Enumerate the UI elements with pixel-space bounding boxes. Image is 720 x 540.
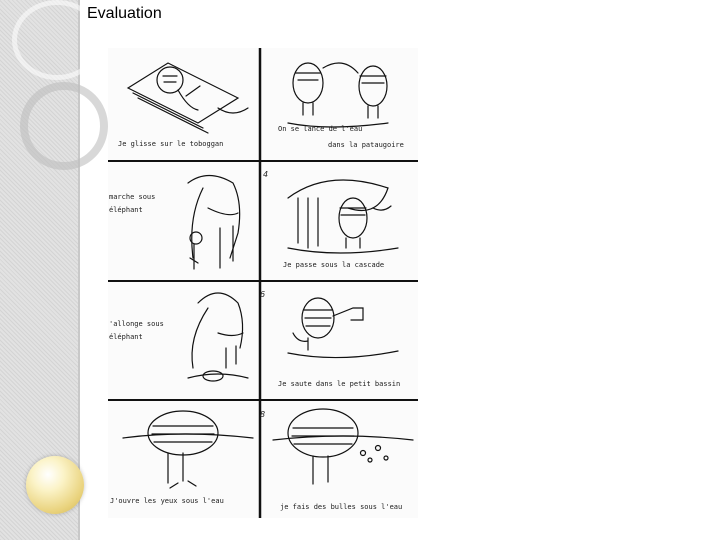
panel-5-caption-line1: 'allonge sous: [109, 320, 164, 328]
panel-6-number: 6: [260, 290, 266, 299]
panel-3-sketch: [188, 176, 240, 270]
panel-4-caption: Je passe sous la cascade: [283, 261, 385, 269]
worksheet-drawing: [108, 48, 418, 518]
panel-1-caption: Je glisse sur le toboggan: [118, 140, 224, 148]
worksheet-image: [108, 48, 418, 518]
panel-7-sketch: [123, 411, 253, 488]
panel-5-sketch: [188, 293, 248, 381]
panel-1-sketch: [128, 63, 248, 133]
panel-2-sketch: [288, 63, 388, 127]
panel-8-sketch: [273, 409, 413, 484]
panel-6-sketch: [288, 298, 398, 358]
panel-2-caption-line1: On se lance de l'eau: [278, 125, 363, 133]
panel-2-caption-line2: dans la pataugoire: [328, 141, 404, 149]
panel-4-number: 4: [263, 170, 269, 179]
panel-3-caption-line1: marche sous: [109, 193, 156, 201]
panel-6-caption: Je saute dans le petit bassin: [278, 380, 401, 388]
decorative-orb: [26, 456, 84, 514]
panel-4-sketch: [288, 180, 398, 253]
slide-title: Evaluation: [87, 5, 162, 22]
panel-5-caption-line2: éléphant: [109, 333, 143, 341]
panel-7-caption: J'ouvre les yeux sous l'eau: [110, 497, 224, 505]
panel-3-caption-line2: éléphant: [109, 206, 143, 214]
sidebar-divider: [78, 0, 80, 540]
decorative-ring-small: [20, 82, 108, 170]
panel-8-number: 8: [260, 410, 266, 419]
panel-8-caption: je fais des bulles sous l'eau: [280, 503, 403, 511]
